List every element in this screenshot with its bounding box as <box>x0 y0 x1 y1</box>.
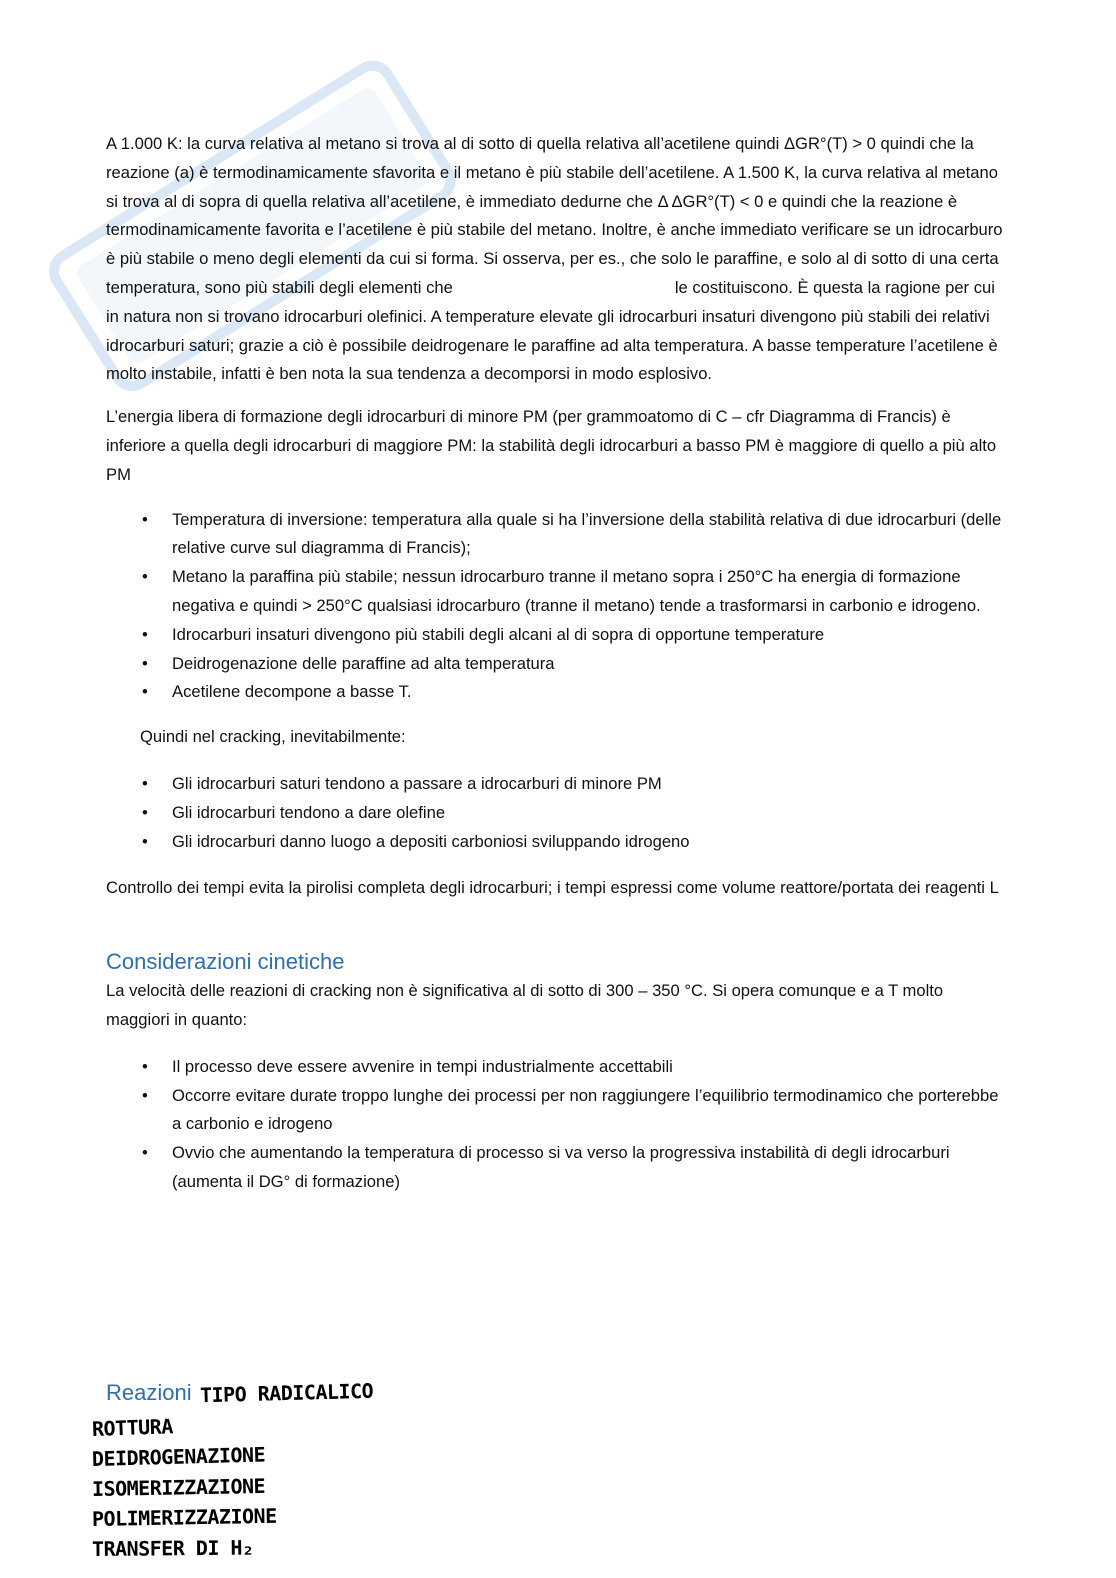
paragraph-velocita: La velocità delle reazioni di cracking non è significativa al di sotto di 300 – 350 °C. Si opera comunque e a T molto maggiori in quanto: <box>106 981 944 1029</box>
paragraph-thermo <box>106 130 1006 389</box>
document-body <box>106 130 1006 1197</box>
list-item: • Acetilene decompone a basse T. <box>106 678 1006 707</box>
list-item: • Occorre evitare durate troppo lunghe dei processi per non raggiungere l’equilibrio termodinamico che porterebbe a carbonio e idrogeno <box>106 1082 1006 1140</box>
bullet-list-stability <box>106 506 1006 708</box>
list-item: • Metano la paraffina più stabile; nessun idrocarburo tranne il metano sopra i 250°C ha energia di formazione negativa e quindi > 250°C qualsiasi idrocarburo (tranne il metano) tende a trasformarsi in carbonio e idrogeno. <box>106 563 1006 621</box>
handwritten-item: POLIMERIZZAZIONE <box>91 1503 277 1531</box>
bullet-list-cracking <box>106 770 1006 856</box>
heading-reazioni-row <box>106 1378 373 1412</box>
list-item: • Gli idrocarburi saturi tendono a passare a idrocarburi di minore PM <box>106 770 1006 799</box>
list-item: • Idrocarburi insaturi divengono più stabili degli alcani al di sopra di opportune temperature <box>106 621 1006 650</box>
list-item: • Deidrogenazione delle paraffine ad alta temperatura <box>106 650 1006 679</box>
paragraph-tempi: Controllo dei tempi evita la pirolisi completa degli idrocarburi; i tempi espressi come volume reattore/portata dei reagenti L <box>106 878 999 898</box>
bullet-list-kinetics <box>106 1053 1006 1197</box>
handwritten-item: ISOMERIZZAZIONE <box>91 1473 266 1501</box>
handwritten-note-tipo-radicalico: TIPO RADICALICO <box>199 1378 374 1408</box>
heading-considerazioni-cinetiche: Considerazioni cinetiche <box>106 949 345 975</box>
list-item: • Ovvio che aumentando la temperatura di processo si va verso la progressiva instabilità di degli idrocarburi (aumenta il DG° di formazione) <box>106 1139 1006 1197</box>
list-item: • Gli idrocarburi danno luogo a depositi carboniosi sviluppando idrogeno <box>106 828 1006 857</box>
paragraph-thermo-part2: le costituiscono. È questa la ragione per cui in natura non si trovano idrocarburi olefinici. A temperature elevate gli idrocarburi insaturi divengono più stabili dei relativi idrocarburi saturi; grazie a ciò è possibile deidrogenare le paraffine ad alta temperatura. A basse temperature l’acetilene è molto instabile, infatti è ben nota la sua tendenza a decomporsi in modo esplosivo. <box>106 277 998 384</box>
paragraph-quindi: Quindi nel cracking, inevitabilmente: <box>140 727 406 747</box>
paragraph-thermo-part1: A 1.000 K: la curva relativa al metano si trova al di sotto di quella relativa all’acetilene quindi ΔGR°(T) > 0 quindi che la reazione (a) è termodinamicamente sfavorita e il metano è più stabile dell’acetilene. A 1.500 K, la curva relativa al metano si trova al di sopra di quella relativa all’acetilene, è immediato dedurne che Δ ΔGR°(T) < 0 e quindi che la reazione è termodinamicamente favorita e l’acetilene è più stabile del metano. Inoltre, è anche immediato verificare se un idrocarburo è più stabile o meno degli elementi da cui si forma. Si osserva, per es., che solo le paraffine, e solo al di sotto di una certa temperatura, sono più stabili degli elementi che <box>106 134 1003 297</box>
heading-reazioni: Reazioni <box>106 1380 192 1405</box>
handwritten-item: DEIDROGENAZIONE <box>91 1442 266 1471</box>
handwritten-item: TRANSFER DI H₂ <box>91 1535 254 1561</box>
list-item: • Temperatura di inversione: temperatura alla quale si ha l’inversione della stabilità relativa di due idrocarburi (delle relative curve sul diagramma di Francis); <box>106 506 1006 564</box>
handwritten-reaction-list <box>92 1414 277 1564</box>
list-item: • Gli idrocarburi tendono a dare olefine <box>106 799 1006 828</box>
handwritten-item: ROTTURA <box>91 1414 174 1441</box>
list-item: • Il processo deve essere avvenire in tempi industrialmente accettabili <box>106 1053 1006 1082</box>
paragraph-energy: L’energia libera di formazione degli idrocarburi di minore PM (per grammoatomo di C – cfr Diagramma di Francis) è inferiore a quella degli idrocarburi di maggiore PM: la stabilità degli idrocarburi a basso PM è maggiore di quello a più alto PM <box>106 407 997 484</box>
